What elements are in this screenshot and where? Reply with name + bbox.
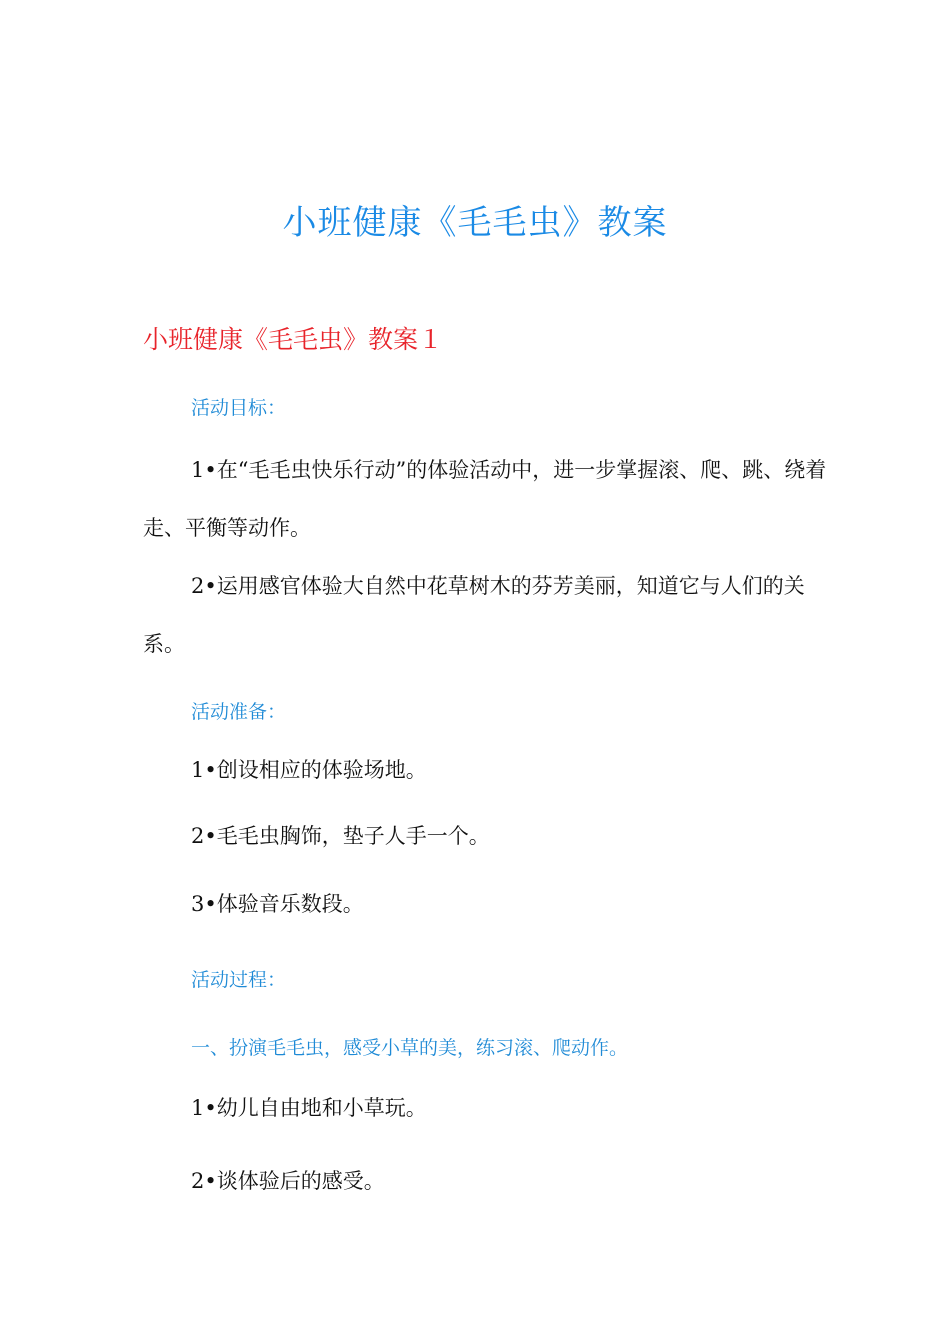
document-title: 小班健康《毛毛虫》教案 bbox=[282, 203, 668, 243]
preparation-item-2: 2•毛毛虫胸饰，垫子人手一个。 bbox=[191, 824, 490, 848]
preparation-heading: 活动准备： bbox=[191, 701, 287, 723]
section-title: 小班健康《毛毛虫》教案１ bbox=[143, 325, 444, 354]
process-heading: 活动过程： bbox=[191, 969, 287, 991]
goals-heading: 活动目标： bbox=[191, 397, 287, 419]
preparation-item-3: 3•体验音乐数段。 bbox=[191, 892, 364, 916]
process-item-2: 2•谈体验后的感受。 bbox=[191, 1169, 385, 1193]
process-step1-heading: 一、扮演毛毛虫，感受小草的美，练习滚、爬动作。 bbox=[191, 1037, 629, 1059]
goal-item-2: 2•运用感官体验大自然中花草树木的芬芳美丽，知道它与人们的关系。 bbox=[143, 574, 805, 656]
goal-item-1: 1•在“毛毛虫快乐行动”的体验活动中，进一步掌握滚、爬、跳、绕着走、平衡等动作。 bbox=[143, 458, 827, 540]
preparation-item-1: 1•创设相应的体验场地。 bbox=[191, 758, 427, 782]
process-item-1: 1•幼儿自由地和小草玩。 bbox=[191, 1096, 427, 1120]
